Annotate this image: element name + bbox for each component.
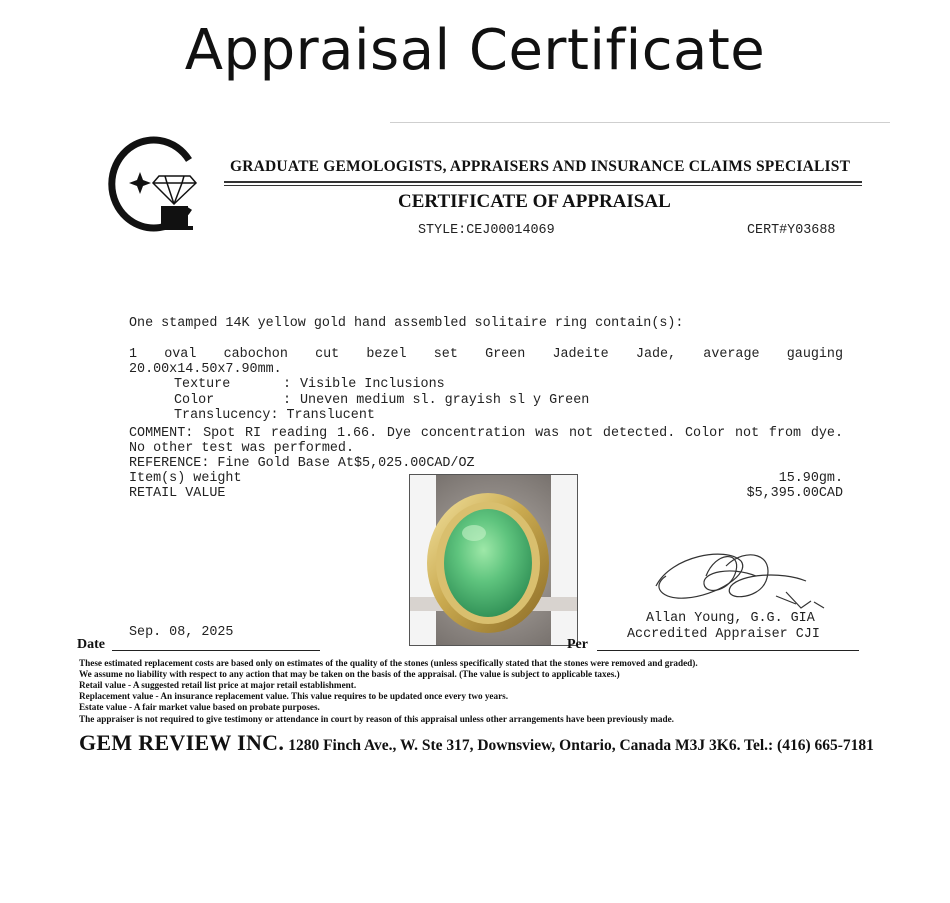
weight-value: 15.90gm. — [778, 471, 843, 486]
per-signature-line — [597, 650, 859, 651]
attribute-colon: : — [283, 377, 292, 392]
disclaimer-line: Retail value - A suggested retail list price at major retail establishment. — [79, 680, 357, 690]
footer — [79, 730, 874, 756]
stone-description: 1 oval cabochon cut bezel set Green Jadeite Jade, average gauging — [129, 347, 843, 362]
disclaimer-line: The appraiser is not required to give testimony or attendance in court by reason of this appraisal unless other arrangements have been previously made. — [79, 714, 674, 724]
cert-number: CERT#Y03688 — [747, 223, 836, 238]
company-address: 1280 Finch Ave., W. Ste 317, Downsview, Ontario, Canada M3J 3K6. Tel.: (416) 665-7181 — [288, 737, 874, 754]
page-title: Appraisal Certificate — [184, 18, 766, 83]
reference-text: REFERENCE: Fine Gold Base At$5,025.00CAD/OZ — [129, 456, 475, 471]
attribute-label: Color — [174, 393, 215, 408]
retail-value: $5,395.00CAD — [746, 486, 843, 501]
weight-label: Item(s) weight — [129, 471, 242, 486]
disclaimer-line: We assume no liability with respect to any action that may be taken on the basis of the appraisal. (The value is subject to applicable taxes.) — [79, 669, 620, 679]
date-label: Date — [77, 637, 105, 652]
appraiser-title: Accredited Appraiser CJI — [627, 627, 820, 642]
jade-ring-photo — [409, 474, 578, 646]
attribute-value: Translucent — [286, 408, 375, 423]
intro-text: One stamped 14K yellow gold hand assembled solitaire ring contain(s): — [129, 316, 684, 331]
appraiser-name: Allan Young, G.G. GIA — [646, 611, 815, 626]
style-code: STYLE:CEJ00014069 — [418, 223, 555, 238]
per-label: Per — [567, 637, 588, 652]
attribute-label: Texture — [174, 377, 231, 392]
stone-dimensions: 20.00x14.50x7.90mm. — [129, 362, 282, 377]
retail-label: RETAIL VALUE — [129, 486, 226, 501]
attribute-value: Visible Inclusions — [300, 377, 445, 392]
organization-name: GRADUATE GEMOLOGISTS, APPRAISERS AND INSURANCE CLAIMS SPECIALIST — [230, 158, 851, 175]
attribute-value: Uneven medium sl. grayish sl y Green — [300, 393, 590, 408]
gem-logo-icon — [107, 132, 202, 232]
comment-text: COMMENT: Spot RI reading 1.66. Dye concentration was not detected. Color not from dye. No other test was performed. — [129, 426, 843, 456]
appraisal-date: Sep. 08, 2025 — [129, 625, 234, 640]
attribute-label: Translucency: Translucent — [174, 408, 375, 423]
disclaimer-line: Replacement value - An insurance replacement value. This value requires to be updated once every two years. — [79, 691, 509, 701]
attribute-colon: : — [283, 393, 292, 408]
certificate-heading: CERTIFICATE OF APPRAISAL — [398, 191, 671, 212]
company-name: GEM REVIEW INC. — [79, 730, 285, 755]
disclaimer-line: These estimated replacement costs are based only on estimates of the quality of the stones (unless specifically stated that the stones were removed and graded). — [79, 658, 698, 668]
disclaimer-line: Estate value - A fair market value based on probate purposes. — [79, 702, 320, 712]
divider — [224, 185, 862, 186]
divider — [224, 181, 862, 183]
signature-image — [646, 546, 836, 616]
date-signature-line — [112, 650, 320, 651]
divider — [390, 122, 890, 123]
